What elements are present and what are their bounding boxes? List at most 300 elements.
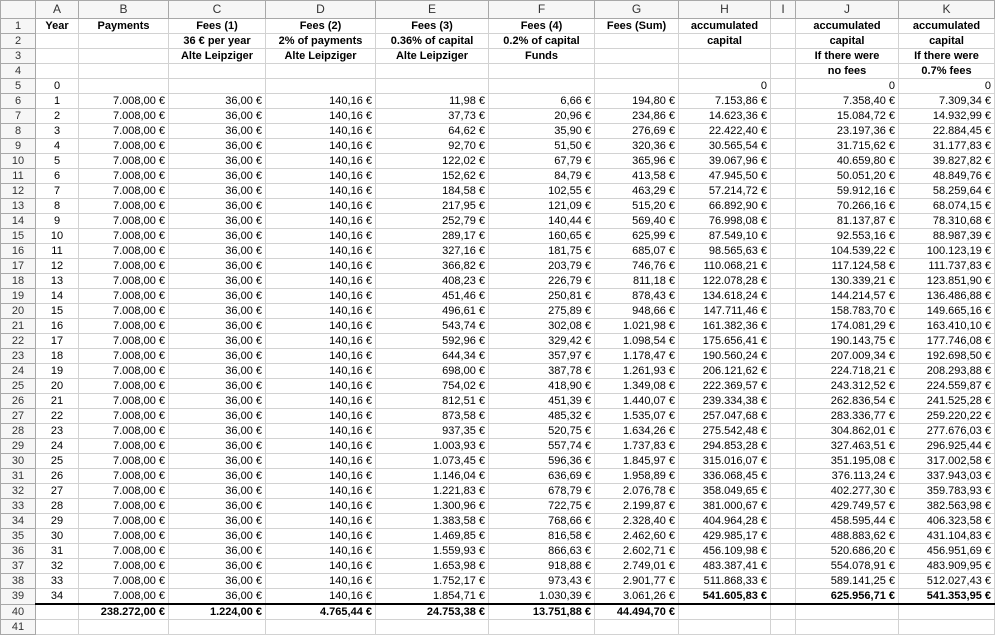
- cell-A4[interactable]: [36, 64, 79, 79]
- cell-C12[interactable]: 36,00 €: [169, 184, 266, 199]
- column-header-F[interactable]: F: [489, 1, 595, 19]
- cell-B36[interactable]: 7.008,00 €: [79, 544, 169, 559]
- cell-B7[interactable]: 7.008,00 €: [79, 109, 169, 124]
- row-header-9[interactable]: 9: [1, 139, 36, 154]
- column-header-J[interactable]: J: [796, 1, 899, 19]
- cell-J18[interactable]: 130.339,21 €: [796, 274, 899, 289]
- cell-D6[interactable]: 140,16 €: [266, 94, 376, 109]
- cell-A27[interactable]: 22: [36, 409, 79, 424]
- cell-F27[interactable]: 485,32 €: [489, 409, 595, 424]
- cell-D14[interactable]: 140,16 €: [266, 214, 376, 229]
- cell-H9[interactable]: 30.565,54 €: [679, 139, 771, 154]
- column-header-I[interactable]: I: [771, 1, 796, 19]
- cell-A23[interactable]: 18: [36, 349, 79, 364]
- cell-F33[interactable]: 722,75 €: [489, 499, 595, 514]
- cell-E35[interactable]: 1.469,85 €: [376, 529, 489, 544]
- cell-J32[interactable]: 402.277,30 €: [796, 484, 899, 499]
- cell-A22[interactable]: 17: [36, 334, 79, 349]
- cell-E4[interactable]: [376, 64, 489, 79]
- cell-E37[interactable]: 1.653,98 €: [376, 559, 489, 574]
- row-header-7[interactable]: 7: [1, 109, 36, 124]
- cell-J14[interactable]: 81.137,87 €: [796, 214, 899, 229]
- cell-K21[interactable]: 163.410,10 €: [899, 319, 995, 334]
- cell-I29[interactable]: [771, 439, 796, 454]
- cell-C30[interactable]: 36,00 €: [169, 454, 266, 469]
- cell-J22[interactable]: 190.143,75 €: [796, 334, 899, 349]
- cell-F22[interactable]: 329,42 €: [489, 334, 595, 349]
- cell-F10[interactable]: 67,79 €: [489, 154, 595, 169]
- cell-B14[interactable]: 7.008,00 €: [79, 214, 169, 229]
- cell-K25[interactable]: 224.559,87 €: [899, 379, 995, 394]
- cell-H29[interactable]: 294.853,28 €: [679, 439, 771, 454]
- cell-D5[interactable]: [266, 79, 376, 94]
- row-header-34[interactable]: 34: [1, 514, 36, 529]
- cell-K40[interactable]: [899, 604, 995, 620]
- cell-I12[interactable]: [771, 184, 796, 199]
- cell-B38[interactable]: 7.008,00 €: [79, 574, 169, 589]
- row-header-37[interactable]: 37: [1, 559, 36, 574]
- row-header-19[interactable]: 19: [1, 289, 36, 304]
- cell-J3[interactable]: If there were: [796, 49, 899, 64]
- cell-G29[interactable]: 1.737,83 €: [595, 439, 679, 454]
- cell-G15[interactable]: 625,99 €: [595, 229, 679, 244]
- cell-D24[interactable]: 140,16 €: [266, 364, 376, 379]
- cell-H17[interactable]: 110.068,21 €: [679, 259, 771, 274]
- cell-K24[interactable]: 208.293,88 €: [899, 364, 995, 379]
- row-header-1[interactable]: 1: [1, 19, 36, 34]
- cell-E17[interactable]: 366,82 €: [376, 259, 489, 274]
- cell-A16[interactable]: 11: [36, 244, 79, 259]
- cell-C40[interactable]: 1.224,00 €: [169, 604, 266, 620]
- cell-B24[interactable]: 7.008,00 €: [79, 364, 169, 379]
- cell-E23[interactable]: 644,34 €: [376, 349, 489, 364]
- cell-B6[interactable]: 7.008,00 €: [79, 94, 169, 109]
- cell-E8[interactable]: 64,62 €: [376, 124, 489, 139]
- cell-G6[interactable]: 194,80 €: [595, 94, 679, 109]
- cell-D30[interactable]: 140,16 €: [266, 454, 376, 469]
- cell-D1[interactable]: Fees (2): [266, 19, 376, 34]
- cell-B19[interactable]: 7.008,00 €: [79, 289, 169, 304]
- row-header-36[interactable]: 36: [1, 544, 36, 559]
- cell-C13[interactable]: 36,00 €: [169, 199, 266, 214]
- cell-J6[interactable]: 7.358,40 €: [796, 94, 899, 109]
- cell-B41[interactable]: [79, 620, 169, 635]
- cell-G3[interactable]: [595, 49, 679, 64]
- cell-D33[interactable]: 140,16 €: [266, 499, 376, 514]
- cell-J41[interactable]: [796, 620, 899, 635]
- cell-D7[interactable]: 140,16 €: [266, 109, 376, 124]
- cell-K29[interactable]: 296.925,44 €: [899, 439, 995, 454]
- cell-A25[interactable]: 20: [36, 379, 79, 394]
- cell-D15[interactable]: 140,16 €: [266, 229, 376, 244]
- cell-D37[interactable]: 140,16 €: [266, 559, 376, 574]
- cell-J30[interactable]: 351.195,08 €: [796, 454, 899, 469]
- cell-A6[interactable]: 1: [36, 94, 79, 109]
- cell-G36[interactable]: 2.602,71 €: [595, 544, 679, 559]
- cell-G32[interactable]: 2.076,78 €: [595, 484, 679, 499]
- cell-G30[interactable]: 1.845,97 €: [595, 454, 679, 469]
- cell-K5[interactable]: 0: [899, 79, 995, 94]
- cell-K9[interactable]: 31.177,83 €: [899, 139, 995, 154]
- cell-I4[interactable]: [771, 64, 796, 79]
- row-header-28[interactable]: 28: [1, 424, 36, 439]
- cell-D41[interactable]: [266, 620, 376, 635]
- cell-H14[interactable]: 76.998,08 €: [679, 214, 771, 229]
- cell-A31[interactable]: 26: [36, 469, 79, 484]
- cell-B26[interactable]: 7.008,00 €: [79, 394, 169, 409]
- row-header-21[interactable]: 21: [1, 319, 36, 334]
- cell-E26[interactable]: 812,51 €: [376, 394, 489, 409]
- cell-D39[interactable]: 140,16 €: [266, 589, 376, 605]
- cell-D31[interactable]: 140,16 €: [266, 469, 376, 484]
- cell-H13[interactable]: 66.892,90 €: [679, 199, 771, 214]
- cell-C20[interactable]: 36,00 €: [169, 304, 266, 319]
- cell-F4[interactable]: [489, 64, 595, 79]
- cell-A11[interactable]: 6: [36, 169, 79, 184]
- cell-J11[interactable]: 50.051,20 €: [796, 169, 899, 184]
- cell-E33[interactable]: 1.300,96 €: [376, 499, 489, 514]
- cell-D34[interactable]: 140,16 €: [266, 514, 376, 529]
- cell-H5[interactable]: 0: [679, 79, 771, 94]
- cell-E16[interactable]: 327,16 €: [376, 244, 489, 259]
- cell-D35[interactable]: 140,16 €: [266, 529, 376, 544]
- cell-D21[interactable]: 140,16 €: [266, 319, 376, 334]
- cell-C39[interactable]: 36,00 €: [169, 589, 266, 605]
- cell-K16[interactable]: 100.123,19 €: [899, 244, 995, 259]
- cell-I33[interactable]: [771, 499, 796, 514]
- cell-H28[interactable]: 275.542,48 €: [679, 424, 771, 439]
- cell-B3[interactable]: [79, 49, 169, 64]
- row-header-4[interactable]: 4: [1, 64, 36, 79]
- cell-H23[interactable]: 190.560,24 €: [679, 349, 771, 364]
- cell-J27[interactable]: 283.336,77 €: [796, 409, 899, 424]
- cell-F9[interactable]: 51,50 €: [489, 139, 595, 154]
- cell-I39[interactable]: [771, 589, 796, 605]
- cell-G23[interactable]: 1.178,47 €: [595, 349, 679, 364]
- cell-G18[interactable]: 811,18 €: [595, 274, 679, 289]
- cell-B22[interactable]: 7.008,00 €: [79, 334, 169, 349]
- cell-F8[interactable]: 35,90 €: [489, 124, 595, 139]
- cell-E30[interactable]: 1.073,45 €: [376, 454, 489, 469]
- cell-H32[interactable]: 358.049,65 €: [679, 484, 771, 499]
- cell-D2[interactable]: 2% of payments: [266, 34, 376, 49]
- row-header-17[interactable]: 17: [1, 259, 36, 274]
- cell-D27[interactable]: 140,16 €: [266, 409, 376, 424]
- cell-F36[interactable]: 866,63 €: [489, 544, 595, 559]
- row-header-2[interactable]: 2: [1, 34, 36, 49]
- cell-B40[interactable]: 238.272,00 €: [79, 604, 169, 620]
- cell-A7[interactable]: 2: [36, 109, 79, 124]
- cell-J16[interactable]: 104.539,22 €: [796, 244, 899, 259]
- row-header-10[interactable]: 10: [1, 154, 36, 169]
- cell-A9[interactable]: 4: [36, 139, 79, 154]
- row-header-30[interactable]: 30: [1, 454, 36, 469]
- row-header-25[interactable]: 25: [1, 379, 36, 394]
- cell-E1[interactable]: Fees (3): [376, 19, 489, 34]
- cell-J35[interactable]: 488.883,62 €: [796, 529, 899, 544]
- cell-H41[interactable]: [679, 620, 771, 635]
- row-header-31[interactable]: 31: [1, 469, 36, 484]
- cell-H31[interactable]: 336.068,45 €: [679, 469, 771, 484]
- cell-B4[interactable]: [79, 64, 169, 79]
- cell-G27[interactable]: 1.535,07 €: [595, 409, 679, 424]
- cell-I1[interactable]: [771, 19, 796, 34]
- cell-K26[interactable]: 241.525,28 €: [899, 394, 995, 409]
- row-header-14[interactable]: 14: [1, 214, 36, 229]
- cell-E21[interactable]: 543,74 €: [376, 319, 489, 334]
- cell-B12[interactable]: 7.008,00 €: [79, 184, 169, 199]
- cell-E36[interactable]: 1.559,93 €: [376, 544, 489, 559]
- cell-E27[interactable]: 873,58 €: [376, 409, 489, 424]
- cell-F35[interactable]: 816,58 €: [489, 529, 595, 544]
- cell-C41[interactable]: [169, 620, 266, 635]
- column-header-K[interactable]: K: [899, 1, 995, 19]
- cell-G38[interactable]: 2.901,77 €: [595, 574, 679, 589]
- cell-K11[interactable]: 48.849,76 €: [899, 169, 995, 184]
- cell-J5[interactable]: 0: [796, 79, 899, 94]
- cell-I18[interactable]: [771, 274, 796, 289]
- cell-D10[interactable]: 140,16 €: [266, 154, 376, 169]
- cell-B21[interactable]: 7.008,00 €: [79, 319, 169, 334]
- cell-D9[interactable]: 140,16 €: [266, 139, 376, 154]
- column-header-E[interactable]: E: [376, 1, 489, 19]
- cell-F3[interactable]: Funds: [489, 49, 595, 64]
- cell-C21[interactable]: 36,00 €: [169, 319, 266, 334]
- column-header-D[interactable]: D: [266, 1, 376, 19]
- cell-K28[interactable]: 277.676,03 €: [899, 424, 995, 439]
- cell-I31[interactable]: [771, 469, 796, 484]
- cell-G34[interactable]: 2.328,40 €: [595, 514, 679, 529]
- cell-K3[interactable]: If there were: [899, 49, 995, 64]
- cell-A35[interactable]: 30: [36, 529, 79, 544]
- cell-A5[interactable]: 0: [36, 79, 79, 94]
- cell-J21[interactable]: 174.081,29 €: [796, 319, 899, 334]
- cell-A38[interactable]: 33: [36, 574, 79, 589]
- cell-H8[interactable]: 22.422,40 €: [679, 124, 771, 139]
- cell-J19[interactable]: 144.214,57 €: [796, 289, 899, 304]
- cell-J40[interactable]: [796, 604, 899, 620]
- cell-G31[interactable]: 1.958,89 €: [595, 469, 679, 484]
- row-header-12[interactable]: 12: [1, 184, 36, 199]
- cell-A34[interactable]: 29: [36, 514, 79, 529]
- cell-G26[interactable]: 1.440,07 €: [595, 394, 679, 409]
- cell-B31[interactable]: 7.008,00 €: [79, 469, 169, 484]
- cell-G39[interactable]: 3.061,26 €: [595, 589, 679, 605]
- row-header-41[interactable]: 41: [1, 620, 36, 635]
- cell-I30[interactable]: [771, 454, 796, 469]
- cell-I27[interactable]: [771, 409, 796, 424]
- cell-B23[interactable]: 7.008,00 €: [79, 349, 169, 364]
- cell-G12[interactable]: 463,29 €: [595, 184, 679, 199]
- cell-G24[interactable]: 1.261,93 €: [595, 364, 679, 379]
- cell-G25[interactable]: 1.349,08 €: [595, 379, 679, 394]
- cell-H33[interactable]: 381.000,67 €: [679, 499, 771, 514]
- cell-H30[interactable]: 315.016,07 €: [679, 454, 771, 469]
- cell-I11[interactable]: [771, 169, 796, 184]
- cell-E6[interactable]: 11,98 €: [376, 94, 489, 109]
- cell-I7[interactable]: [771, 109, 796, 124]
- cell-K30[interactable]: 317.002,58 €: [899, 454, 995, 469]
- cell-E15[interactable]: 289,17 €: [376, 229, 489, 244]
- cell-K23[interactable]: 192.698,50 €: [899, 349, 995, 364]
- cell-E19[interactable]: 451,46 €: [376, 289, 489, 304]
- cell-H7[interactable]: 14.623,36 €: [679, 109, 771, 124]
- cell-F26[interactable]: 451,39 €: [489, 394, 595, 409]
- column-header-C[interactable]: C: [169, 1, 266, 19]
- cell-D19[interactable]: 140,16 €: [266, 289, 376, 304]
- row-header-6[interactable]: 6: [1, 94, 36, 109]
- cell-E41[interactable]: [376, 620, 489, 635]
- cell-E25[interactable]: 754,02 €: [376, 379, 489, 394]
- row-header-40[interactable]: 40: [1, 604, 36, 620]
- cell-J23[interactable]: 207.009,34 €: [796, 349, 899, 364]
- row-header-11[interactable]: 11: [1, 169, 36, 184]
- cell-D4[interactable]: [266, 64, 376, 79]
- cell-B5[interactable]: [79, 79, 169, 94]
- cell-F41[interactable]: [489, 620, 595, 635]
- cell-E31[interactable]: 1.146,04 €: [376, 469, 489, 484]
- cell-J1[interactable]: accumulated: [796, 19, 899, 34]
- cell-F15[interactable]: 160,65 €: [489, 229, 595, 244]
- cell-K1[interactable]: accumulated: [899, 19, 995, 34]
- cell-I37[interactable]: [771, 559, 796, 574]
- cell-F16[interactable]: 181,75 €: [489, 244, 595, 259]
- cell-F25[interactable]: 418,90 €: [489, 379, 595, 394]
- cell-E20[interactable]: 496,61 €: [376, 304, 489, 319]
- cell-E3[interactable]: Alte Leipziger: [376, 49, 489, 64]
- cell-I41[interactable]: [771, 620, 796, 635]
- cell-E34[interactable]: 1.383,58 €: [376, 514, 489, 529]
- column-header-B[interactable]: B: [79, 1, 169, 19]
- cell-C11[interactable]: 36,00 €: [169, 169, 266, 184]
- cell-H25[interactable]: 222.369,57 €: [679, 379, 771, 394]
- cell-F19[interactable]: 250,81 €: [489, 289, 595, 304]
- cell-A41[interactable]: [36, 620, 79, 635]
- row-header-33[interactable]: 33: [1, 499, 36, 514]
- cell-I14[interactable]: [771, 214, 796, 229]
- cell-A29[interactable]: 24: [36, 439, 79, 454]
- cell-F5[interactable]: [489, 79, 595, 94]
- cell-J4[interactable]: no fees: [796, 64, 899, 79]
- cell-C35[interactable]: 36,00 €: [169, 529, 266, 544]
- cell-F39[interactable]: 1.030,39 €: [489, 589, 595, 605]
- cell-I20[interactable]: [771, 304, 796, 319]
- cell-K4[interactable]: 0.7% fees: [899, 64, 995, 79]
- cell-B34[interactable]: 7.008,00 €: [79, 514, 169, 529]
- cell-C18[interactable]: 36,00 €: [169, 274, 266, 289]
- cell-H19[interactable]: 134.618,24 €: [679, 289, 771, 304]
- row-header-39[interactable]: 39: [1, 589, 36, 605]
- cell-B39[interactable]: 7.008,00 €: [79, 589, 169, 605]
- cell-J8[interactable]: 23.197,36 €: [796, 124, 899, 139]
- cell-I23[interactable]: [771, 349, 796, 364]
- cell-C9[interactable]: 36,00 €: [169, 139, 266, 154]
- cell-J33[interactable]: 429.749,57 €: [796, 499, 899, 514]
- cell-C3[interactable]: Alte Leipziger: [169, 49, 266, 64]
- cell-D11[interactable]: 140,16 €: [266, 169, 376, 184]
- cell-A19[interactable]: 14: [36, 289, 79, 304]
- cell-A36[interactable]: 31: [36, 544, 79, 559]
- cell-J2[interactable]: capital: [796, 34, 899, 49]
- cell-E13[interactable]: 217,95 €: [376, 199, 489, 214]
- cell-B1[interactable]: Payments: [79, 19, 169, 34]
- cell-B18[interactable]: 7.008,00 €: [79, 274, 169, 289]
- cell-A33[interactable]: 28: [36, 499, 79, 514]
- cell-C38[interactable]: 36,00 €: [169, 574, 266, 589]
- cell-F30[interactable]: 596,36 €: [489, 454, 595, 469]
- cell-K10[interactable]: 39.827,82 €: [899, 154, 995, 169]
- cell-F2[interactable]: 0.2% of capital: [489, 34, 595, 49]
- cell-D26[interactable]: 140,16 €: [266, 394, 376, 409]
- cell-B11[interactable]: 7.008,00 €: [79, 169, 169, 184]
- cell-I8[interactable]: [771, 124, 796, 139]
- cell-H16[interactable]: 98.565,63 €: [679, 244, 771, 259]
- cell-H11[interactable]: 47.945,50 €: [679, 169, 771, 184]
- cell-H27[interactable]: 257.047,68 €: [679, 409, 771, 424]
- cell-I32[interactable]: [771, 484, 796, 499]
- cell-G2[interactable]: [595, 34, 679, 49]
- cell-K7[interactable]: 14.932,99 €: [899, 109, 995, 124]
- row-header-23[interactable]: 23: [1, 349, 36, 364]
- cell-K20[interactable]: 149.665,16 €: [899, 304, 995, 319]
- cell-E5[interactable]: [376, 79, 489, 94]
- cell-J20[interactable]: 158.783,70 €: [796, 304, 899, 319]
- cell-A37[interactable]: 32: [36, 559, 79, 574]
- cell-C27[interactable]: 36,00 €: [169, 409, 266, 424]
- cell-H35[interactable]: 429.985,17 €: [679, 529, 771, 544]
- cell-F14[interactable]: 140,44 €: [489, 214, 595, 229]
- cell-H12[interactable]: 57.214,72 €: [679, 184, 771, 199]
- cell-E38[interactable]: 1.752,17 €: [376, 574, 489, 589]
- cell-H26[interactable]: 239.334,38 €: [679, 394, 771, 409]
- cell-A1[interactable]: Year: [36, 19, 79, 34]
- cell-E28[interactable]: 937,35 €: [376, 424, 489, 439]
- cell-F20[interactable]: 275,89 €: [489, 304, 595, 319]
- cell-E11[interactable]: 152,62 €: [376, 169, 489, 184]
- cell-G8[interactable]: 276,69 €: [595, 124, 679, 139]
- cell-F31[interactable]: 636,69 €: [489, 469, 595, 484]
- cell-I24[interactable]: [771, 364, 796, 379]
- cell-F37[interactable]: 918,88 €: [489, 559, 595, 574]
- row-header-26[interactable]: 26: [1, 394, 36, 409]
- cell-G10[interactable]: 365,96 €: [595, 154, 679, 169]
- cell-K13[interactable]: 68.074,15 €: [899, 199, 995, 214]
- cell-H4[interactable]: [679, 64, 771, 79]
- cell-F12[interactable]: 102,55 €: [489, 184, 595, 199]
- cell-E7[interactable]: 37,73 €: [376, 109, 489, 124]
- cell-B37[interactable]: 7.008,00 €: [79, 559, 169, 574]
- cell-C6[interactable]: 36,00 €: [169, 94, 266, 109]
- cell-E2[interactable]: 0.36% of capital: [376, 34, 489, 49]
- cell-D12[interactable]: 140,16 €: [266, 184, 376, 199]
- cell-F32[interactable]: 678,79 €: [489, 484, 595, 499]
- cell-G17[interactable]: 746,76 €: [595, 259, 679, 274]
- cell-C24[interactable]: 36,00 €: [169, 364, 266, 379]
- cell-G7[interactable]: 234,86 €: [595, 109, 679, 124]
- row-header-22[interactable]: 22: [1, 334, 36, 349]
- cell-B2[interactable]: [79, 34, 169, 49]
- cell-D32[interactable]: 140,16 €: [266, 484, 376, 499]
- cell-B30[interactable]: 7.008,00 €: [79, 454, 169, 469]
- cell-C22[interactable]: 36,00 €: [169, 334, 266, 349]
- cell-H3[interactable]: [679, 49, 771, 64]
- cell-H40[interactable]: [679, 604, 771, 620]
- cell-B15[interactable]: 7.008,00 €: [79, 229, 169, 244]
- cell-A8[interactable]: 3: [36, 124, 79, 139]
- cell-D38[interactable]: 140,16 €: [266, 574, 376, 589]
- cell-F29[interactable]: 557,74 €: [489, 439, 595, 454]
- cell-B17[interactable]: 7.008,00 €: [79, 259, 169, 274]
